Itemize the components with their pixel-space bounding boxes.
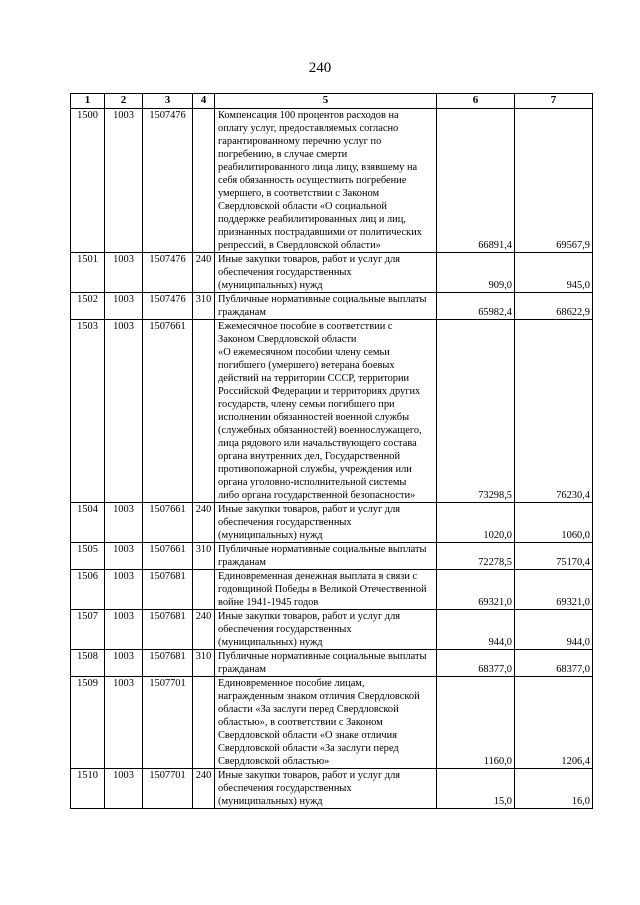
expense-type-cell: 240: [193, 503, 215, 543]
section-cell: 1003: [105, 610, 143, 650]
description-line: Российской Федерации и территориях других: [218, 386, 421, 397]
header-cell-target-article: 3: [143, 94, 193, 109]
expense-type-cell: 240: [193, 610, 215, 650]
section-cell: 1003: [105, 543, 143, 570]
description-line: оплату услуг, предоставляемых согласно: [218, 123, 399, 134]
description-line: органа уголовно-исполнительной системы: [218, 477, 407, 488]
description-cell: [215, 253, 437, 293]
description-line: гражданам: [218, 664, 266, 675]
section-cell: 1003: [105, 570, 143, 610]
header-cell-section: 2: [105, 94, 143, 109]
description-line: Единовременная денежная выплата в связи с: [218, 571, 418, 582]
description-line: репрессий, в Свердловской области»: [218, 240, 381, 251]
expense-type-cell: [193, 677, 215, 769]
table-row: [71, 570, 593, 610]
table-row: [71, 543, 593, 570]
description-line: областью», в соответствии с Законом: [218, 717, 383, 728]
row-number-cell: 1509: [71, 677, 105, 769]
header-cell-amount-year1: 6: [437, 94, 515, 109]
amount-year1-cell: 1160,0: [437, 677, 515, 769]
description-cell: [215, 650, 437, 677]
table-row: [71, 610, 593, 650]
section-cell: 1003: [105, 503, 143, 543]
expense-type-cell: [193, 570, 215, 610]
description-line: Свердловской области «О социальной: [218, 201, 387, 212]
target-article-cell: 1507681: [143, 650, 193, 677]
description-cell: [215, 320, 437, 503]
description-line: годовщиной Победы в Великой Отечественной: [218, 584, 427, 595]
description-line: обеспечения государственных: [218, 517, 352, 528]
row-number-cell: 1503: [71, 320, 105, 503]
description-line: поддержке реабилитированных лиц и лиц,: [218, 214, 406, 225]
target-article-cell: 1507661: [143, 503, 193, 543]
description-line: исполнении обязанностей военной службы: [218, 412, 410, 423]
description-line: (служебных обязанностей) военнослужащего,: [218, 425, 422, 436]
description-line: Свердловской областью»: [218, 756, 330, 767]
description-line: (муниципальных) нужд: [218, 280, 323, 291]
description-line: гражданам: [218, 557, 266, 568]
target-article-cell: 1507681: [143, 570, 193, 610]
amount-year2-cell: 945,0: [515, 253, 593, 293]
section-cell: 1003: [105, 320, 143, 503]
description-line: Свердловской области «О знаке отличия: [218, 730, 397, 741]
expense-type-cell: 240: [193, 253, 215, 293]
description-cell: [215, 769, 437, 809]
description-line: Публичные нормативные социальные выплаты: [218, 294, 427, 305]
description-line: Публичные нормативные социальные выплаты: [218, 544, 427, 555]
section-cell: 1003: [105, 293, 143, 320]
amount-year2-cell: 16,0: [515, 769, 593, 809]
amount-year1-cell: 15,0: [437, 769, 515, 809]
expense-type-cell: 310: [193, 650, 215, 677]
target-article-cell: 1507681: [143, 610, 193, 650]
budget-table: [70, 93, 593, 809]
description-line: гражданам: [218, 307, 266, 318]
amount-year2-cell: 68377,0: [515, 650, 593, 677]
description-line: обеспечения государственных: [218, 267, 352, 278]
description-line: войне 1941-1945 годов: [218, 597, 319, 608]
section-cell: 1003: [105, 650, 143, 677]
section-cell: 1003: [105, 109, 143, 253]
target-article-cell: 1507661: [143, 543, 193, 570]
description-line: Иные закупки товаров, работ и услуг для: [218, 504, 401, 515]
amount-year2-cell: 69321,0: [515, 570, 593, 610]
amount-year1-cell: 66891,4: [437, 109, 515, 253]
page-number: 240: [308, 60, 332, 76]
amount-year1-cell: 73298,5: [437, 320, 515, 503]
row-number-cell: 1505: [71, 543, 105, 570]
description-line: награжденным знаком отличия Свердловской: [218, 691, 420, 702]
section-cell: 1003: [105, 253, 143, 293]
target-article-cell: 1507476: [143, 109, 193, 253]
description-line: области «За заслуги перед Свердловской: [218, 704, 399, 715]
description-cell: [215, 293, 437, 320]
header-cell-amount-year2: 7: [515, 94, 593, 109]
description-line: «О ежемесячном пособии члену семьи: [218, 347, 390, 358]
description-line: умершего, в соответствии с Законом: [218, 188, 380, 199]
description-line: Иные закупки товаров, работ и услуг для: [218, 770, 401, 781]
amount-year2-cell: 1060,0: [515, 503, 593, 543]
row-number-cell: 1504: [71, 503, 105, 543]
amount-year2-cell: 69567,9: [515, 109, 593, 253]
description-line: себя обязанность осуществить погребение: [218, 175, 407, 186]
description-line: государств, члену семьи погибшего при: [218, 399, 395, 410]
description-cell: [215, 109, 437, 253]
target-article-cell: 1507701: [143, 677, 193, 769]
target-article-cell: 1507701: [143, 769, 193, 809]
row-number-cell: 1501: [71, 253, 105, 293]
table-row: [71, 253, 593, 293]
amount-year2-cell: 1206,4: [515, 677, 593, 769]
description-line: обеспечения государственных: [218, 783, 352, 794]
expense-type-cell: 310: [193, 543, 215, 570]
header-cell-description: 5: [215, 94, 437, 109]
expense-type-cell: 310: [193, 293, 215, 320]
expense-type-cell: 240: [193, 769, 215, 809]
amount-year1-cell: 909,0: [437, 253, 515, 293]
description-line: Компенсация 100 процентов расходов на: [218, 110, 399, 121]
amount-year1-cell: 68377,0: [437, 650, 515, 677]
row-number-cell: 1507: [71, 610, 105, 650]
table-body: [71, 109, 593, 809]
amount-year2-cell: 944,0: [515, 610, 593, 650]
target-article-cell: 1507476: [143, 293, 193, 320]
description-line: либо органа государственной безопасности»: [218, 490, 416, 501]
table-row: [71, 320, 593, 503]
expense-type-cell: [193, 320, 215, 503]
row-number-cell: 1506: [71, 570, 105, 610]
description-line: Законом Свердловской области: [218, 334, 357, 345]
expense-type-cell: [193, 109, 215, 253]
description-line: Публичные нормативные социальные выплаты: [218, 651, 427, 662]
header-cell-row-number: 1: [71, 94, 105, 109]
target-article-cell: 1507476: [143, 253, 193, 293]
header-cell-expense-type: 4: [193, 94, 215, 109]
description-cell: [215, 570, 437, 610]
description-line: органа внутренних дел, Государственной: [218, 451, 401, 462]
table-row: [71, 677, 593, 769]
row-number-cell: 1502: [71, 293, 105, 320]
amount-year1-cell: 944,0: [437, 610, 515, 650]
amount-year2-cell: 76230,4: [515, 320, 593, 503]
table-row: [71, 293, 593, 320]
description-line: гарантированному перечню услуг по: [218, 136, 382, 147]
row-number-cell: 1510: [71, 769, 105, 809]
table-row: [71, 109, 593, 253]
row-number-cell: 1508: [71, 650, 105, 677]
description-line: (муниципальных) нужд: [218, 637, 323, 648]
description-line: погибшего (умершего) ветерана боевых: [218, 360, 395, 371]
description-cell: [215, 503, 437, 543]
description-line: (муниципальных) нужд: [218, 530, 323, 541]
description-line: Иные закупки товаров, работ и услуг для: [218, 254, 401, 265]
description-line: противопожарной службы, учреждения или: [218, 464, 412, 475]
description-cell: [215, 610, 437, 650]
header-row: [71, 94, 593, 109]
description-line: Свердловской области «За заслуги перед: [218, 743, 399, 754]
amount-year1-cell: 1020,0: [437, 503, 515, 543]
amount-year1-cell: 69321,0: [437, 570, 515, 610]
row-number-cell: 1500: [71, 109, 105, 253]
description-line: погребению, в случае смерти: [218, 149, 348, 160]
description-line: действий на территории СССР, территории: [218, 373, 410, 384]
description-cell: [215, 543, 437, 570]
section-cell: 1003: [105, 769, 143, 809]
table-row: [71, 503, 593, 543]
target-article-cell: 1507661: [143, 320, 193, 503]
description-line: Единовременное пособие лицам,: [218, 678, 365, 689]
table-row: [71, 650, 593, 677]
section-cell: 1003: [105, 677, 143, 769]
table-row: [71, 769, 593, 809]
amount-year2-cell: 68622,9: [515, 293, 593, 320]
description-line: Ежемесячное пособие в соответствии с: [218, 321, 393, 332]
description-line: обеспечения государственных: [218, 624, 352, 635]
amount-year1-cell: 72278,5: [437, 543, 515, 570]
description-line: Иные закупки товаров, работ и услуг для: [218, 611, 401, 622]
description-cell: [215, 677, 437, 769]
description-line: признанных пострадавшими от политических: [218, 227, 422, 238]
amount-year2-cell: 75170,4: [515, 543, 593, 570]
description-line: реабилитированного лица лицу, взявшему на: [218, 162, 418, 173]
description-line: лица рядового или начальствующего состава: [218, 438, 417, 449]
description-line: (муниципальных) нужд: [218, 796, 323, 807]
amount-year1-cell: 65982,4: [437, 293, 515, 320]
